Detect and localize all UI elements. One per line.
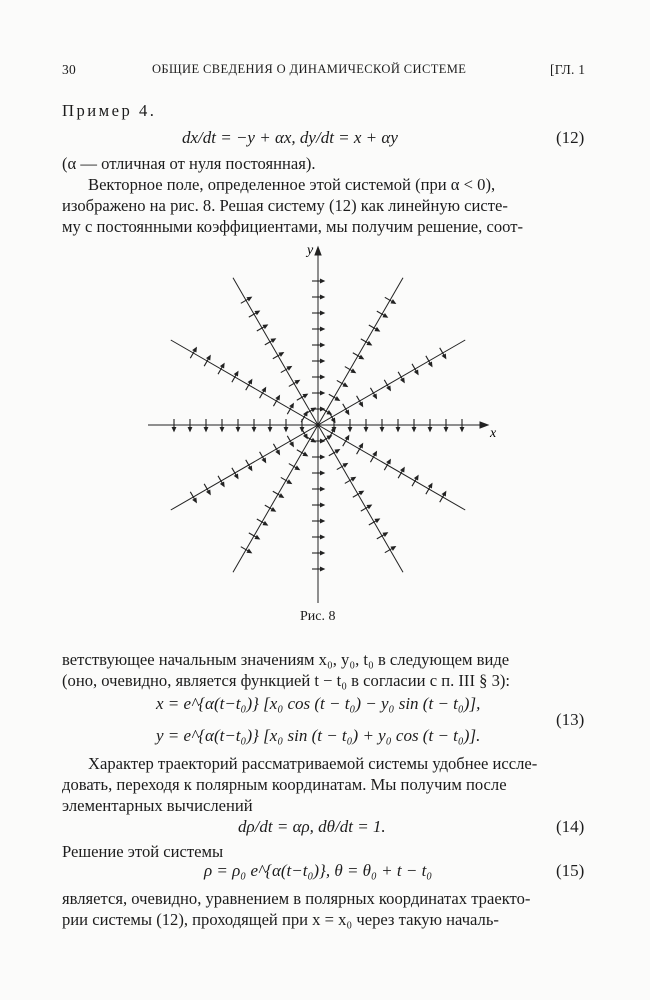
vector-arrowhead [364,428,367,432]
vector-arrowhead [351,369,355,372]
vector-arrowhead [351,477,355,480]
vector-arrowhead [443,492,446,496]
vector-arrowhead [375,328,379,331]
vector-arrowhead [252,428,255,432]
vector-arrowhead [327,411,331,414]
vector-arrowhead [343,464,347,467]
vector-arrowhead [284,428,287,432]
vector-arrowhead [321,311,325,314]
vector-arrowhead [276,450,279,454]
equation-15-number: (15) [556,861,585,880]
paragraph-5-line-1: является, очевидно, уравнением в полярных координатах траекто- [62,889,531,908]
vector-arrowhead [380,428,383,432]
vector-arrowhead [220,428,223,432]
vector-arrowhead [321,519,325,522]
vector-arrowhead [321,535,325,538]
vector-arrowhead [391,300,395,303]
vector-arrowhead [415,370,418,374]
vector-arrowhead [429,362,432,366]
vector-arrowhead [391,547,395,550]
vector-arrowhead [268,428,271,432]
vector-arrowhead [412,428,415,432]
paragraph-1-line-1: Векторное поле, определенное этой системой (при α < 0), [88,175,496,194]
vector-arrowhead [247,550,251,553]
vector-arrowhead [401,468,404,472]
vector-arrowhead [443,354,446,358]
vector-arrowhead [359,444,362,448]
vector-arrowhead [249,466,252,470]
vector-arrowhead [321,359,325,362]
equation-15: ρ = ρ₀ e^{α(t−t₀)}, θ = θ₀ + t − t₀ [204,861,433,880]
vector-arrowhead [271,339,275,342]
vector-arrowhead [346,436,349,440]
y-axis-arrowhead [315,247,321,255]
equation-13-line-1: x = e^{α(t−t₀)} [x₀ cos (t − t₀) − y₀ sin (t − t₀)], [156,694,481,713]
vector-arrowhead [262,388,265,392]
paragraph-5-line-2: рии системы (12), проходящей при x = x₀ через такую началь- [62,910,499,929]
paragraph-1-line-2: изображено на рис. 8. Решая систему (12) как линейную систе- [62,196,508,215]
paragraph-2-line-1: ветствующее начальным значениям x₀, y₀, t₀ в следующем виде [62,650,510,669]
vector-arrowhead [262,458,265,462]
vector-arrowhead [343,383,347,386]
equation-14-number: (14) [556,817,585,836]
vector-arrowhead [321,487,325,490]
paragraph-3-line-1: Характер траекторий рассматриваемой системы удобнее иссле- [88,754,538,773]
vector-arrowhead [387,386,390,390]
figure-caption: Рис. 8 [300,609,336,624]
vector-arrowhead [235,372,238,376]
vector-arrowhead [387,460,390,464]
vector-arrowhead [444,428,447,432]
vector-arrowhead [249,380,252,384]
vector-arrowhead [321,567,325,570]
vector-arrowhead [279,494,283,497]
page-number: 30 [62,62,76,77]
equation-13-number: (13) [556,710,585,729]
vector-arrowhead [359,356,363,359]
equation-12-number: (12) [556,128,585,147]
vector-arrowhead [321,551,325,554]
vector-arrowhead [367,505,371,508]
vector-arrowhead [303,453,307,456]
vector-arrowhead [295,466,299,469]
chapter-label: [ГЛ. 1 [550,62,586,77]
vector-arrowhead [373,394,376,398]
vector-arrowhead [236,428,239,432]
vector-arrowhead [321,279,325,282]
equation-12: dx/dt = −y + αx, dy/dt = x + αy [182,128,398,147]
vector-arrowhead [221,364,224,368]
vector-arrowhead [271,508,275,511]
vector-arrowhead [188,428,191,432]
vector-arrowhead [321,391,325,394]
vector-arrowhead [207,356,210,360]
vector-arrowhead [428,428,431,432]
vector-arrowhead [255,536,259,539]
x-axis-label: x [490,426,497,441]
vector-arrowhead [276,396,279,400]
vector-arrowhead [359,402,362,406]
vector-arrowhead [290,404,293,408]
vector-arrowhead [429,484,432,488]
vector-arrowhead [415,476,418,480]
vector-arrowhead [375,519,379,522]
vector-arrowhead [383,533,387,536]
vector-arrowhead [247,297,251,300]
y-axis-label: y [307,243,314,258]
vector-arrowhead [193,348,196,352]
paragraph-4: Решение этой системы [62,842,224,861]
equation-14: dρ/dt = αρ, dθ/dt = 1. [238,817,386,836]
vector-arrowhead [373,452,376,456]
vector-arrowhead [401,378,404,382]
vector-arrowhead [221,482,224,486]
vector-arrowhead [332,428,335,432]
vector-arrowhead [290,442,293,446]
vector-arrowhead [207,490,210,494]
vector-arrowhead [193,498,196,502]
vector-arrowhead [321,295,325,298]
vector-arrowhead [263,325,267,328]
vector-arrowhead [287,480,291,483]
paragraph-2-line-2: (оно, очевидно, является функцией t − t₀ в согласии с п. III § 3): [62,671,510,690]
vector-arrowhead [263,522,267,525]
vector-arrowhead [335,397,339,400]
vector-arrowhead [304,412,307,416]
example-heading: Пример 4. [62,101,157,120]
running-title: ОБЩИЕ СВЕДЕНИЯ О ДИНАМИЧЕСКОЙ СИСТЕМЕ [152,62,467,76]
vector-arrowhead [295,380,299,383]
vector-arrowhead [321,327,325,330]
paragraph-3-line-2: довать, переходя к полярным координатам. Мы получим после [62,775,507,794]
vector-arrowhead [321,343,325,346]
vector-arrowhead [383,314,387,317]
vector-arrowhead [332,418,335,422]
vector-arrowhead [359,491,363,494]
example-note: (α — отличная от нуля постоянная). [62,154,316,173]
x-axis-arrowhead [480,422,488,428]
vector-arrowhead [287,367,291,370]
vector-arrowhead [321,471,325,474]
vector-arrowhead [367,342,371,345]
vector-arrowhead [321,503,325,506]
vector-arrowhead [204,428,207,432]
paragraph-3-line-3: элементарных вычислений [62,796,253,815]
equation-13-line-2: y = e^{α(t−t₀)} [x₀ sin (t − t₀) + y₀ cos (t − t₀)]. [156,726,481,745]
vector-arrowhead [311,408,315,411]
vector-arrowhead [321,375,325,378]
vector-arrowhead [235,474,238,478]
paragraph-1-line-3: му с постоянными коэффициентами, мы получим решение, соот- [62,217,523,236]
vector-arrowhead [321,455,325,458]
vector-arrowhead [346,410,349,414]
vector-arrowhead [279,353,283,356]
vector-arrowhead [172,428,175,432]
vector-arrowhead [460,428,463,432]
vector-arrowhead [335,450,339,453]
vector-arrowhead [348,428,351,432]
vector-arrowhead [255,311,259,314]
vector-arrowhead [396,428,399,432]
vector-arrowhead [303,394,307,397]
